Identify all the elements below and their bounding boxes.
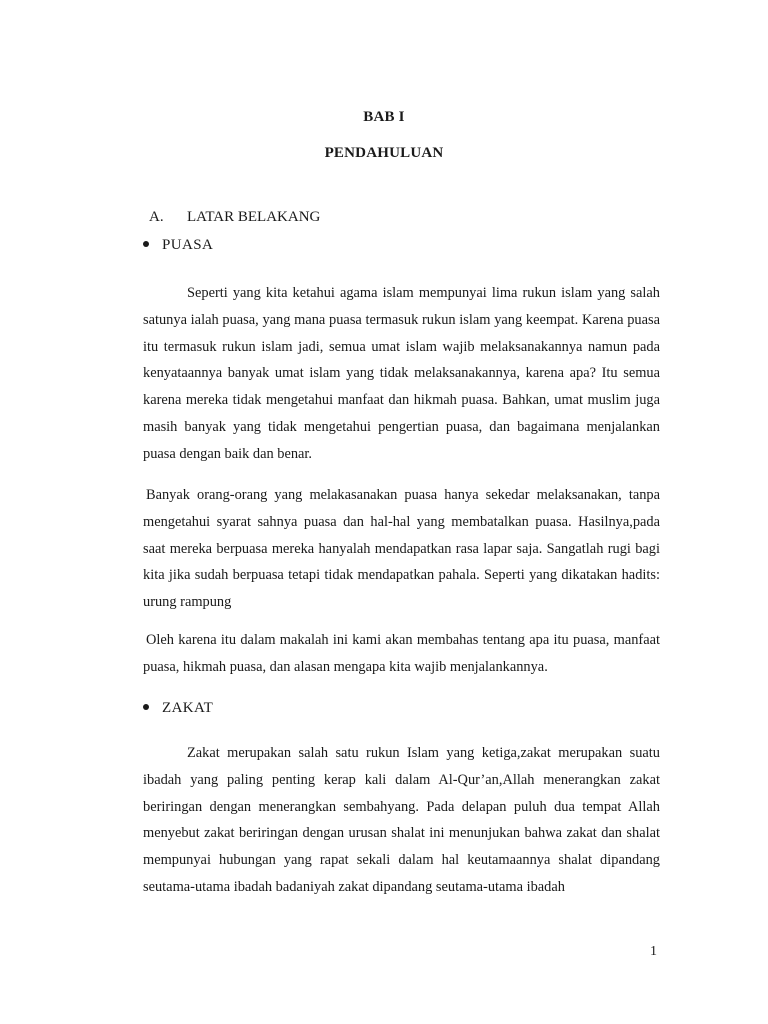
chapter-label: BAB I <box>363 109 405 125</box>
section-letter: A. <box>149 209 164 225</box>
bullet-icon <box>143 241 149 247</box>
section-title: LATAR BELAKANG <box>187 209 321 225</box>
paragraph-zakat: Zakat merupakan salah satu rukun Islam yang ketiga,zakat merupakan suatu ibadah yang paling penting kerap kali dalam Al-Qur’an,Allah menerangkan zakat beriringan dengan menerangkan sembahyang. Pada delapan puluh dua tempat Allah menyebut zakat beriringan dengan urusan shalat ini menunjukan bahwa zakat dan shalat mempunyai hubungan yang rapat sekali dalam hal keutamaannya shalat dipandang seutama-utama ibadah badaniyah zakat dipandang seutama-utama ibadah <box>143 745 660 895</box>
paragraph-puasa-practice: Banyak orang-orang yang melakasanakan puasa hanya sekedar melaksanakan, tanpa mengetahui syarat sahnya puasa dan hal-hal yang membatalkan puasa. Hasilnya,pada saat mereka berpuasa mereka hanyalah mendapatkan rasa lapar saja. Sangatlah rugi bagi kita jika sudah berpuasa tetapi tidak mendapatkan pahala. Seperti yang dikatakan hadits: urung rampung <box>143 487 660 611</box>
paragraph-purpose: Oleh karena itu dalam makalah ini kami akan membahas tentang apa itu puasa, manfaat puasa, hikmah puasa, dan alasan mengapa kita wajib menjalankannya. <box>143 632 660 675</box>
chapter-title: PENDAHULUAN <box>324 145 444 161</box>
bullet-label: PUASA <box>162 237 214 253</box>
section-heading <box>149 209 320 226</box>
bullet-label: ZAKAT <box>162 700 214 716</box>
paragraph-intro-puasa: Seperti yang kita ketahui agama islam mempunyai lima rukun islam yang salah satunya ialah puasa, yang mana puasa termasuk rukun islam yang keempat. Karena puasa itu termasuk rukun islam jadi, semua umat islam wajib melaksanakannya namun pada kenyataannya banyak umat islam yang tidak melaksanakannya, karena apa? Itu semua karena mereka tidak mengetahui manfaat dan hikmah puasa. Bahkan, umat muslim juga masih banyak yang tidak mengetahui pengertian puasa, dan bagaimana menjalankan puasa dengan baik dan benar. <box>143 285 660 462</box>
bullet-item-puasa <box>143 237 213 254</box>
bullet-icon <box>143 704 149 710</box>
bullet-item-zakat <box>143 700 213 717</box>
page-number: 1 <box>650 944 657 959</box>
